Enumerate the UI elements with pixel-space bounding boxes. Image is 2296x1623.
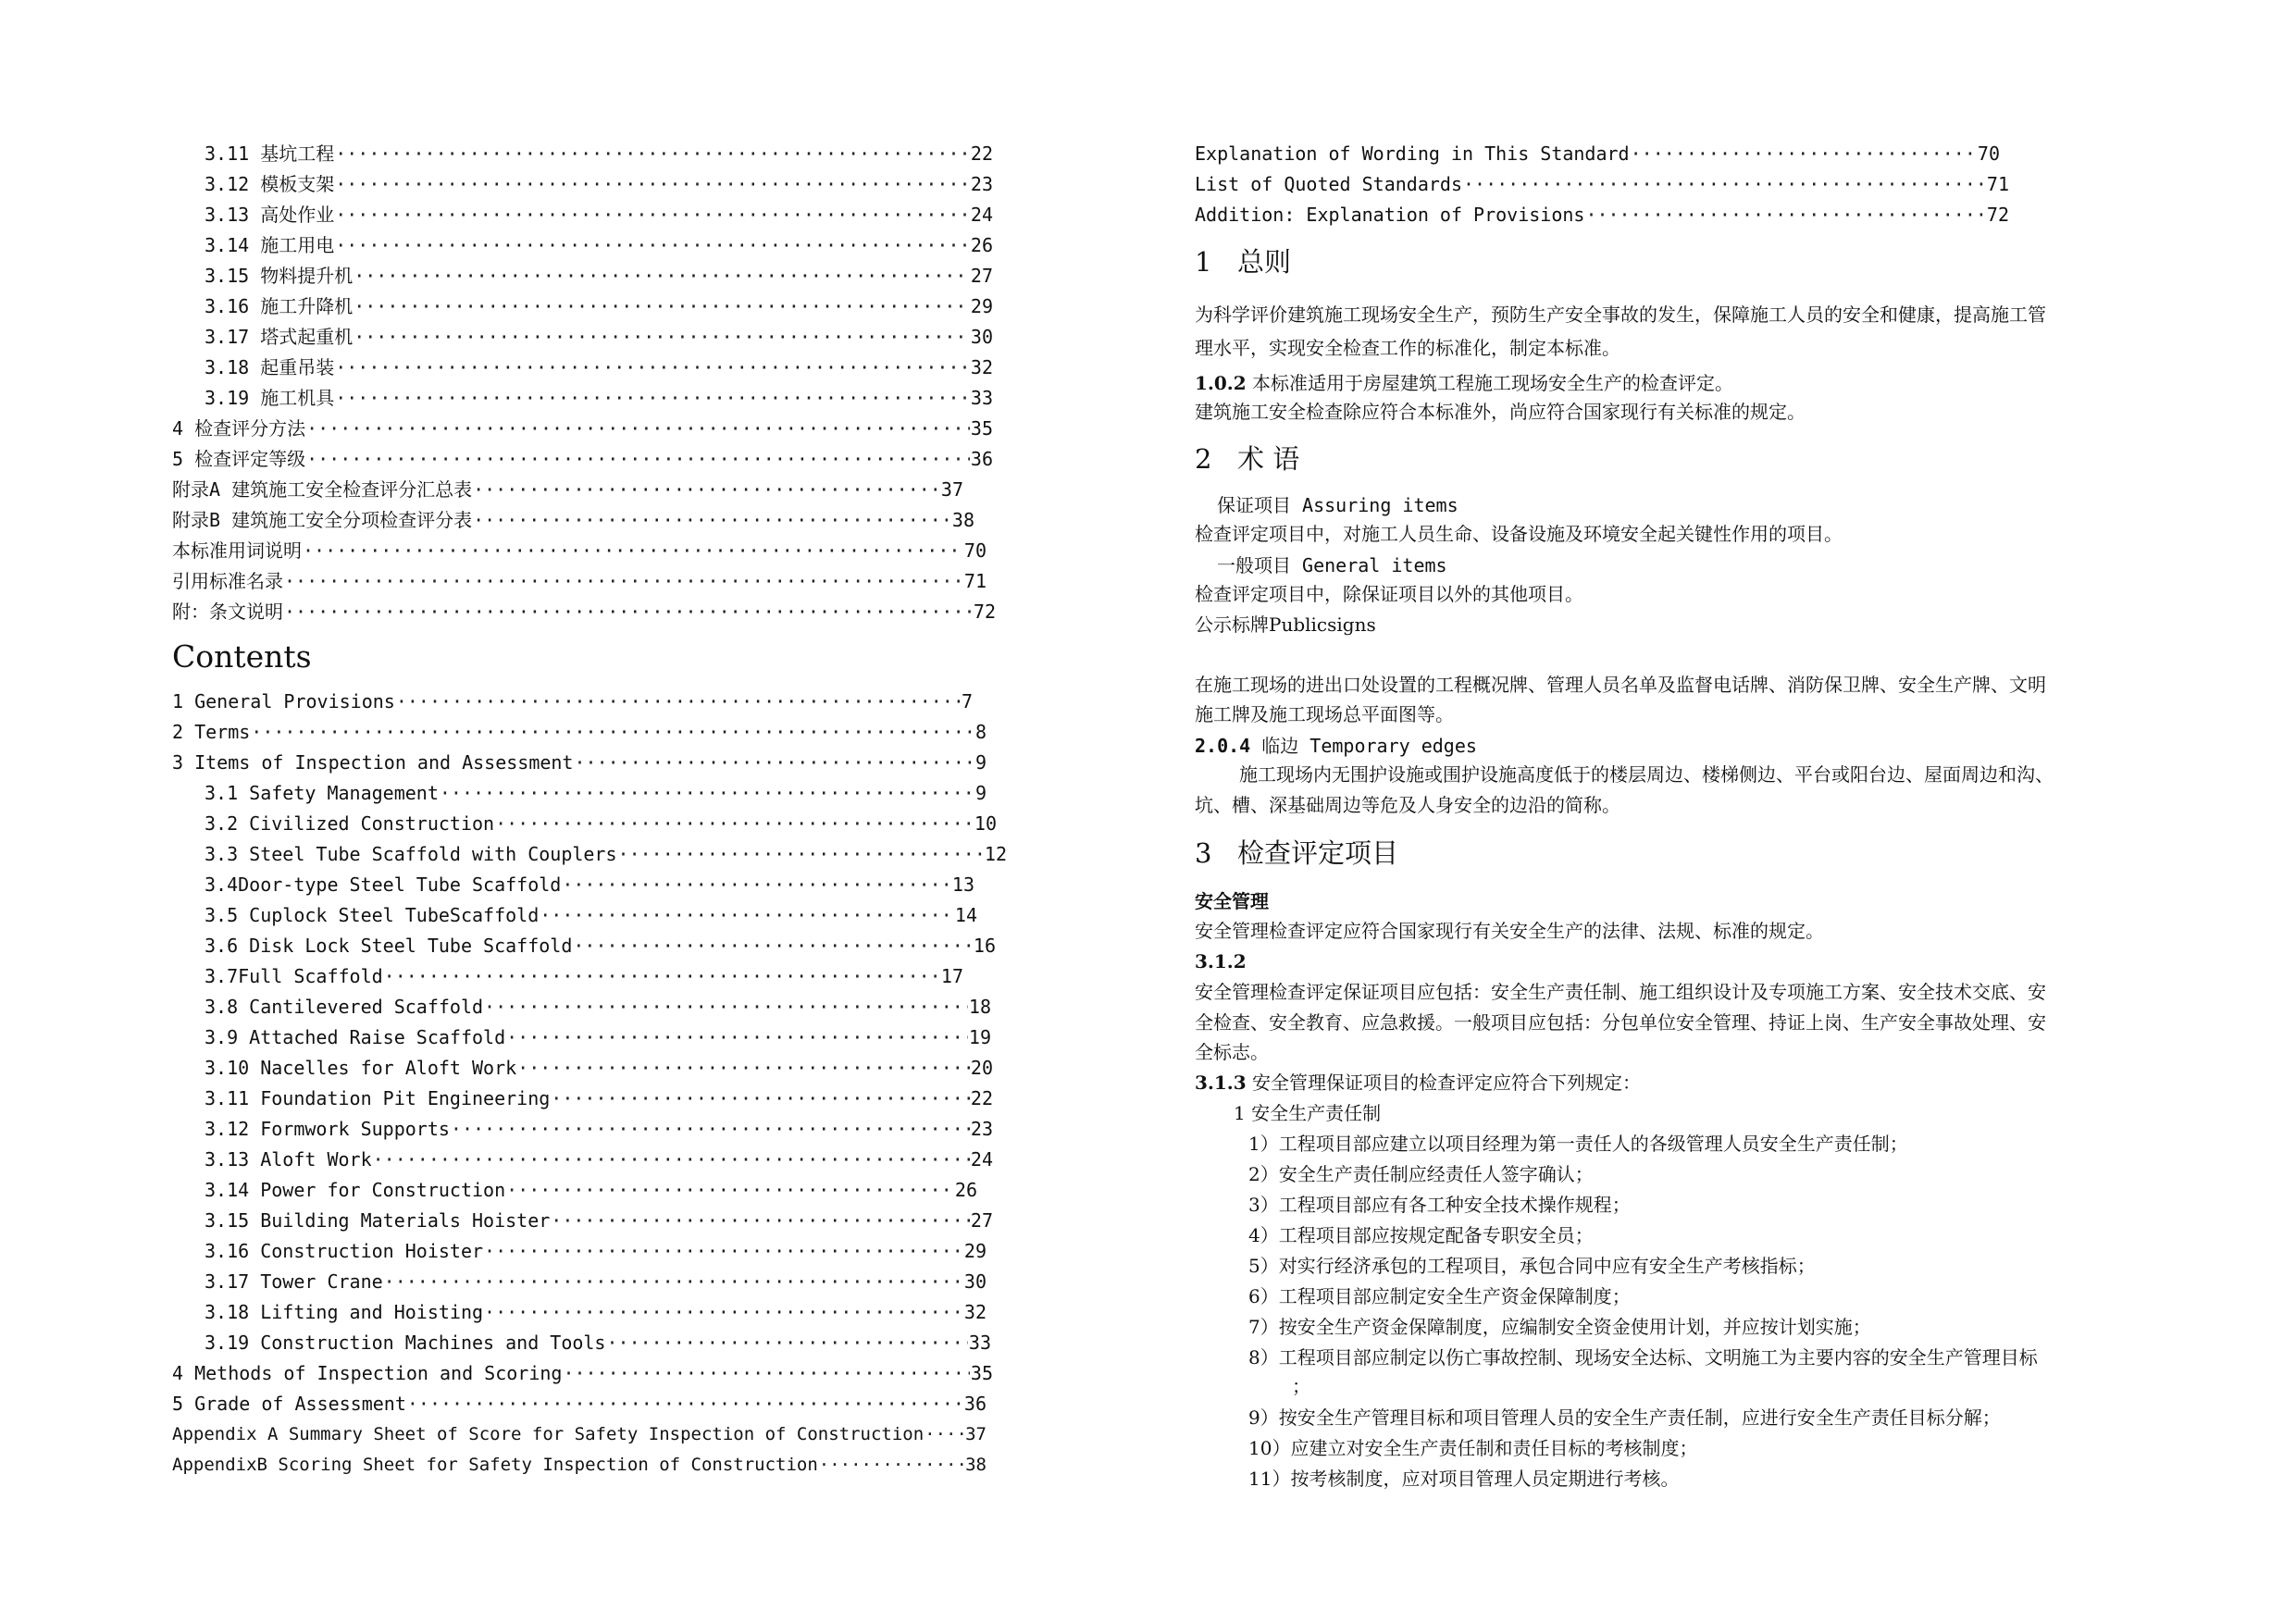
toc-entry[interactable]: 3.9 Attached Raise Scaffold ····· 19 [205, 1022, 991, 1052]
paragraph-line: 为科学评价建筑施工现场安全生产，预防生产安全事故的发生，保障施工人员的安全和健康，提高施工管 [1195, 304, 2046, 326]
toc-entry[interactable]: 3.13 Aloft Work ····· 24 [205, 1145, 993, 1174]
paragraph-line: 建筑施工安全检查除应符合本标准外，尚应符合国家现行有关标准的规定。 [1195, 401, 1806, 423]
list-item-continuation: ； [1292, 1375, 1310, 1397]
toc-entry[interactable]: AppendixB Scoring Sheet for Safety Inspection of Construction ····· 38 [172, 1450, 987, 1480]
paragraph-line: 全检查、安全教育、应急救援。一般项目应包括：分包单位安全管理、持证上岗、生产安全事故处理、安 [1195, 1011, 2046, 1034]
list-item: 7）按安全生产资金保障制度，应编制安全资金使用计划，并应按计划实施； [1248, 1316, 1871, 1338]
paragraph-line: 安全管理检查评定保证项目应包括：安全生产责任制、施工组织设计及专项施工方案、安全技术交底、安 [1195, 981, 2046, 1003]
toc-entry[interactable]: 3.10 Nacelles for Aloft Work ····· 20 [205, 1053, 993, 1083]
list-item: 4）工程项目部应按规定配备专职安全员； [1248, 1224, 1594, 1246]
list-item: 5）对实行经济承包的工程项目，承包合同中应有安全生产考核指标； [1248, 1255, 1816, 1277]
toc-entry[interactable]: 3.14 Power for Construction ····· 26 [205, 1175, 977, 1205]
term-definition: 检查评定项目中，对施工人员生命、设备设施及环境安全起关键性作用的项目。 [1195, 523, 1843, 545]
clause-number: 3.1.2 [1195, 950, 1247, 973]
toc-entry[interactable]: Addition: Explanation of Provisions ····· 72 [1195, 200, 2009, 229]
clause-3-1-3: 3.1.3 安全管理保证项目的检查评定应符合下列规定： [1195, 1072, 1642, 1094]
toc-entry[interactable]: 3.12 模板支架 ····· 23 [205, 169, 993, 199]
toc-entry[interactable]: 3.15 物料提升机 ····· 27 [205, 261, 993, 291]
term-definition: 坑、槽、深基础周边等危及人身安全的边沿的简称。 [1195, 794, 1620, 816]
toc-entry[interactable]: 3.14 施工用电 ····· 26 [205, 230, 993, 260]
toc-entry[interactable]: 3.3 Steel Tube Scaffold with Couplers ····· 12 [205, 839, 1007, 869]
contents-heading: Contents [172, 638, 312, 675]
toc-entry[interactable]: 3.12 Formwork Supports ····· 23 [205, 1114, 993, 1144]
term-definition: 检查评定项目中，除保证项目以外的其他项目。 [1195, 583, 1583, 605]
toc-entry[interactable]: 3.18 起重吊装 ····· 32 [205, 353, 993, 382]
toc-entry[interactable]: 附录A 建筑施工安全检查评分汇总表 ····· 37 [172, 475, 963, 504]
list-item: 3）工程项目部应有各工种安全技术操作规程； [1248, 1194, 1631, 1216]
term-definition: 施工牌及施工现场总平面图等。 [1195, 703, 1454, 725]
list-item: 2）安全生产责任制应经责任人签字确认； [1248, 1163, 1594, 1185]
toc-entry[interactable]: 3.16 施工升降机 ····· 29 [205, 291, 993, 321]
toc-entry[interactable]: 2 Terms ····· 8 [172, 717, 987, 747]
toc-entry[interactable]: 3.17 Tower Crane ····· 30 [205, 1267, 987, 1296]
toc-entry[interactable]: 附：条文说明 ····· 72 [172, 597, 996, 626]
list-item: 8）工程项目部应制定以伤亡事故控制、现场安全达标、文明施工为主要内容的安全生产管理目标 [1248, 1346, 2038, 1369]
toc-entry[interactable]: 附录B 建筑施工安全分项检查评分表 ····· 38 [172, 505, 974, 535]
list-item: 6）工程项目部应制定安全生产资金保障制度； [1248, 1285, 1631, 1307]
toc-entry[interactable]: 4 检查评分方法 ····· 35 [172, 414, 993, 443]
term-heading: 一般项目 General items [1217, 554, 1447, 576]
toc-entry[interactable]: 3.17 塔式起重机 ····· 30 [205, 322, 993, 352]
toc-entry[interactable]: List of Quoted Standards ····· 71 [1195, 169, 2009, 199]
list-item: 10）应建立对安全生产责任制和责任目标的考核制度； [1248, 1437, 1698, 1459]
toc-entry[interactable]: 3.19 Construction Machines and Tools ····· 33 [205, 1328, 991, 1357]
toc-entry[interactable]: 3.2 Civilized Construction ····· 10 [205, 809, 997, 838]
section-heading: 3 检查评定项目 [1195, 837, 1399, 869]
section-heading: 1 总则 [1195, 246, 1292, 278]
toc-entry[interactable]: 3.4Door-type Steel Tube Scaffold ····· 13 [205, 870, 974, 899]
list-item: 9）按安全生产管理目标和项目管理人员的安全生产责任制，应进行安全生产责任目标分解； [1248, 1406, 2001, 1429]
toc-entry[interactable]: 3.6 Disk Lock Steel Tube Scaffold ····· 16 [205, 931, 996, 960]
term-heading: 保证项目 Assuring items [1217, 494, 1458, 516]
toc-entry[interactable]: 3.8 Cantilevered Scaffold ····· 18 [205, 992, 991, 1022]
toc-entry[interactable]: 3.7Full Scaffold ····· 17 [205, 961, 963, 991]
toc-entry[interactable]: 3.11 Foundation Pit Engineering ····· 22 [205, 1084, 993, 1113]
toc-entry[interactable]: 3.11 基坑工程 ····· 22 [205, 139, 993, 168]
toc-entry[interactable]: 3.19 施工机具 ····· 33 [205, 383, 993, 413]
toc-entry[interactable]: Appendix A Summary Sheet of Score for Safety Inspection of Construction ····· 37 [172, 1419, 987, 1449]
paragraph-line: 安全管理检查评定应符合国家现行有关安全生产的法律、法规、标准的规定。 [1195, 920, 1824, 942]
subsection-heading: 安全管理 [1195, 890, 1269, 912]
toc-entry[interactable]: 4 Methods of Inspection and Scoring ····· 35 [172, 1358, 993, 1388]
toc-entry[interactable]: 3.13 高处作业 ····· 24 [205, 200, 993, 229]
toc-entry[interactable]: 1 General Provisions ····· 7 [172, 687, 973, 716]
clause-1-0-2: 1.0.2 本标准适用于房屋建筑工程施工现场安全生产的检查评定。 [1195, 372, 1734, 394]
toc-entry[interactable]: 3.16 Construction Hoister ····· 29 [205, 1236, 987, 1266]
toc-entry[interactable]: 3.1 Safety Management ····· 9 [205, 778, 987, 808]
paragraph-line: 理水平，实现安全检查工作的标准化，制定本标准。 [1195, 337, 1620, 359]
term-heading: 公示标牌Publicsigns [1195, 613, 1376, 636]
toc-entry[interactable]: 3.18 Lifting and Hoisting ····· 32 [205, 1297, 987, 1327]
toc-entry[interactable]: Explanation of Wording in This Standard ····· 70 [1195, 139, 2000, 168]
toc-entry[interactable]: 3.5 Cuplock Steel TubeScaffold ····· 14 [205, 900, 977, 930]
term-heading: 2.0.4 临边 Temporary edges [1195, 735, 1477, 757]
term-definition: 在施工现场的进出口处设置的工程概况牌、管理人员名单及监督电话牌、消防保卫牌、安全生产牌、文明 [1195, 674, 2046, 696]
toc-entry[interactable]: 引用标准名录 ····· 71 [172, 566, 987, 596]
paragraph-line: 全标志。 [1195, 1041, 1269, 1063]
toc-entry[interactable]: 3.15 Building Materials Hoister ····· 27 [205, 1206, 993, 1235]
toc-entry[interactable]: 5 Grade of Assessment ····· 36 [172, 1389, 987, 1419]
toc-entry[interactable]: 5 检查评定等级 ····· 36 [172, 444, 993, 474]
list-item: 1）工程项目部应建立以项目经理为第一责任人的各级管理人员安全生产责任制； [1248, 1133, 1908, 1155]
list-item: 11）按考核制度，应对项目管理人员定期进行考核。 [1248, 1468, 1680, 1490]
list-heading: 1 安全生产责任制 [1234, 1102, 1382, 1124]
toc-entry[interactable]: 本标准用词说明 ····· 70 [172, 536, 987, 565]
toc-entry[interactable]: 3 Items of Inspection and Assessment ····· 9 [172, 748, 987, 777]
term-definition: 施工现场内无围护设施或围护设施高度低于的楼层周边、楼梯侧边、平台或阳台边、屋面周边和沟、 [1239, 763, 2054, 786]
section-heading: 2 术 语 [1195, 443, 1300, 475]
